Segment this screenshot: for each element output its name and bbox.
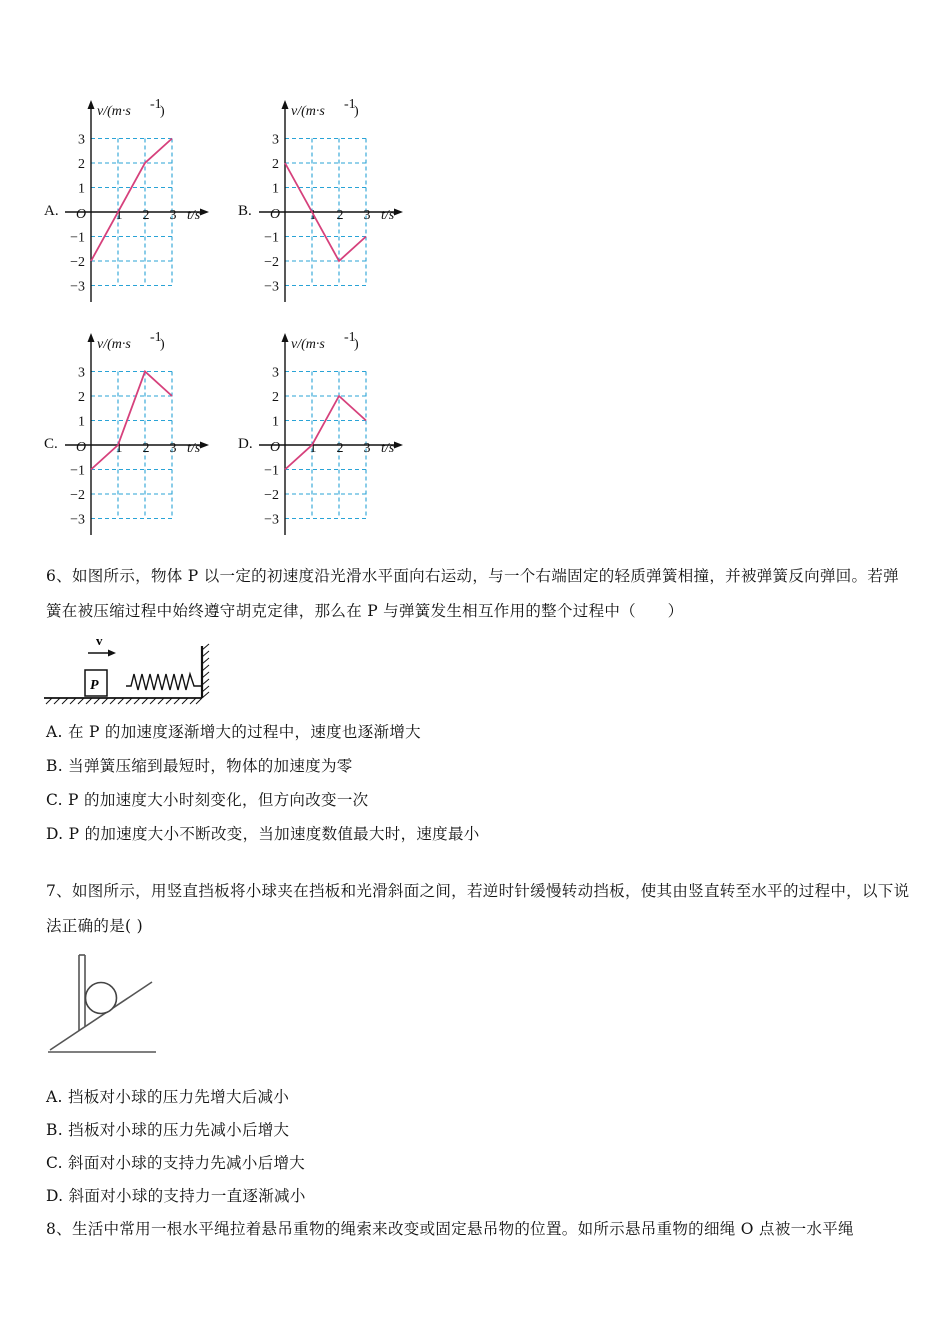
q7-option-d[interactable]: D. 斜面对小球的支持力一直逐渐减小 xyxy=(46,1187,306,1205)
x-tick-label: 3 xyxy=(363,208,371,223)
x-tick-label: 2 xyxy=(336,208,344,223)
x-tick-label: 2 xyxy=(142,441,150,456)
y-tick-label: −2 xyxy=(70,488,85,503)
q6-text: 6、如图所示，物体 P 以一定的初速度沿光滑水平面向右运动，与一个右端固定的轻质弹簧相撞，并被弹簧反向弹回。若弹簧在被压缩过程中始终遵守胡克定律，那么在 P 与弹簧发生相互作用的整个过程中（ ） xyxy=(46,567,899,620)
q6-option-c[interactable]: C. P 的加速度大小时刻变化，但方向改变一次 xyxy=(46,791,369,809)
q7-option-c[interactable]: C. 斜面对小球的支持力先减小后增大 xyxy=(46,1154,306,1172)
x-axis-arrow-icon xyxy=(394,442,403,449)
origin-label: O xyxy=(270,440,281,455)
x-tick-label: 1 xyxy=(309,441,317,456)
y-axis-exponent: -1 xyxy=(150,97,162,112)
q6-option-a[interactable]: A. 在 P 的加速度逐渐增大的过程中，速度也逐渐增大 xyxy=(46,723,421,741)
velocity-label: v xyxy=(96,633,103,648)
y-tick-label: 2 xyxy=(272,390,279,405)
y-tick-label: 2 xyxy=(78,157,85,172)
y-axis-exponent: -1 xyxy=(150,330,162,345)
y-axis-label: v/(m·s xyxy=(291,104,325,119)
spring-figure xyxy=(40,632,215,707)
y-tick-label: 2 xyxy=(78,390,85,405)
origin-label: O xyxy=(76,207,87,222)
x-tick-label: 2 xyxy=(142,208,150,223)
origin-label: O xyxy=(270,207,281,222)
y-axis-label: v/(m·s xyxy=(291,337,325,352)
y-axis-label-close: ) xyxy=(160,337,165,352)
y-tick-label: −1 xyxy=(264,463,279,479)
y-axis-exponent: -1 xyxy=(344,97,356,112)
x-tick-label: 1 xyxy=(115,441,123,456)
y-tick-label: −2 xyxy=(264,488,279,503)
x-axis-label: t/s xyxy=(381,441,395,456)
y-tick-label: 1 xyxy=(78,181,85,197)
y-tick-label: −1 xyxy=(264,230,279,246)
y-tick-label: 2 xyxy=(272,157,279,172)
x-tick-label: 2 xyxy=(336,441,344,456)
x-axis-label: t/s xyxy=(187,208,201,223)
y-tick-label: −2 xyxy=(70,255,85,270)
graph-letter-a: A. xyxy=(44,203,59,219)
y-tick-label: −3 xyxy=(264,279,279,295)
x-tick-label: 1 xyxy=(115,208,123,223)
x-tick-label: 3 xyxy=(363,441,371,456)
y-tick-label: −3 xyxy=(70,512,85,528)
y-tick-label: 1 xyxy=(78,414,85,430)
series-line xyxy=(285,396,366,470)
x-tick-label: 3 xyxy=(169,208,177,223)
x-tick-label: 1 xyxy=(309,208,317,223)
y-axis-label: v/(m·s xyxy=(97,104,131,119)
q6-option-b[interactable]: B. 当弹簧压缩到最短时，物体的加速度为零 xyxy=(46,757,353,775)
y-tick-label: −3 xyxy=(264,512,279,528)
y-axis-arrow-icon xyxy=(282,333,289,342)
graph-letter-b: B. xyxy=(238,203,252,219)
y-tick-label: −1 xyxy=(70,463,85,479)
incline-figure xyxy=(44,950,160,1055)
y-axis-label-close: ) xyxy=(354,104,359,119)
y-axis-label-close: ) xyxy=(160,104,165,119)
x-tick-label: 3 xyxy=(169,441,177,456)
y-tick-label: 3 xyxy=(78,132,85,148)
y-tick-label: −1 xyxy=(70,230,85,246)
velocity-arrow-icon xyxy=(108,650,116,657)
y-tick-label: −3 xyxy=(70,279,85,295)
y-tick-label: 3 xyxy=(272,132,279,148)
x-axis-label: t/s xyxy=(187,441,201,456)
y-tick-label: −2 xyxy=(264,255,279,270)
y-axis-label-close: ) xyxy=(354,337,359,352)
y-tick-label: 1 xyxy=(272,414,279,430)
y-axis-label: v/(m·s xyxy=(97,337,131,352)
graph-letter-c: C. xyxy=(44,436,58,452)
graph-d-svg xyxy=(0,0,425,545)
x-axis-label: t/s xyxy=(381,208,395,223)
block-p-label: P xyxy=(90,678,99,693)
q7-option-a[interactable]: A. 挡板对小球的压力先增大后减小 xyxy=(46,1088,290,1106)
y-tick-label: 1 xyxy=(272,181,279,197)
q6-option-d[interactable]: D. P 的加速度大小不断改变，当加速度数值最大时，速度最小 xyxy=(46,825,480,843)
graph-letter-d: D. xyxy=(238,436,253,452)
spring xyxy=(126,674,202,690)
y-tick-label: 3 xyxy=(78,365,85,381)
ball xyxy=(86,983,117,1014)
q7-text: 7、如图所示，用竖直挡板将小球夹在挡板和光滑斜面之间，若逆时针缓慢转动挡板，使其由竖直转至水平的过程中，以下说法正确的是( ) xyxy=(46,882,910,935)
origin-label: O xyxy=(76,440,87,455)
y-axis-exponent: -1 xyxy=(344,330,356,345)
q8-text: 8、生活中常用一根水平绳拉着悬吊重物的绳索来改变或固定悬吊物的位置。如所示悬吊重物的细绳 O 点被一水平绳 xyxy=(46,1220,854,1238)
y-tick-label: 3 xyxy=(272,365,279,381)
q7-option-b[interactable]: B. 挡板对小球的压力先减小后增大 xyxy=(46,1121,290,1139)
